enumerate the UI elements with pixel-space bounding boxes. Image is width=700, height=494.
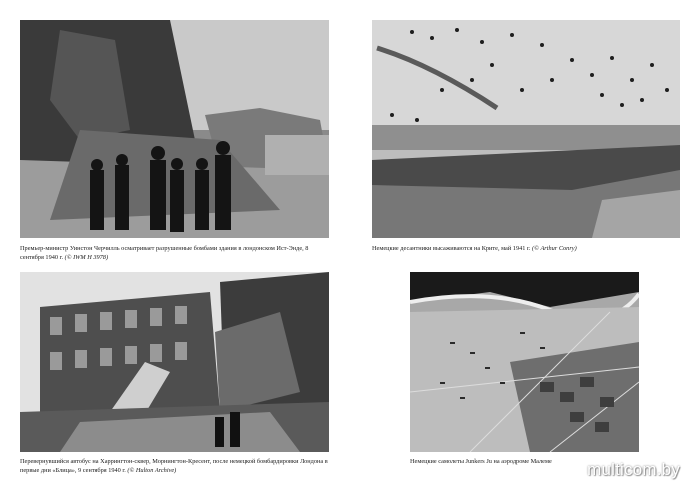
photo-crete-paratroopers bbox=[372, 20, 680, 238]
photo-overturned-bus bbox=[20, 272, 329, 452]
caption-maleme: Немецкие самолеты Junkers Ju на аэродроме Малеме bbox=[410, 458, 552, 465]
caption-churchill: Премьер-министр Уинстон Черчилль осматривает разрушенные бомбами здания в лондонском Ист-Энде, 8 сентября 1940 г. (© IWM H 3978) bbox=[20, 245, 309, 261]
photo-maleme-airfield bbox=[410, 272, 639, 452]
caption-bus: Перевернувшийся автобус на Харрингтон-сквер, Морнингтон-Кресент, после немецкой бомбардировки Лондона в первые дни «Блица», 9 сентября 1940 г. (© Hulton Archive) bbox=[20, 458, 328, 474]
photo-churchill-bomb-damage bbox=[20, 20, 329, 238]
watermark: multicom.by bbox=[587, 460, 680, 479]
caption-crete: Немецкие десантники высаживаются на Крите, май 1941 г. (© Arthur Conry) bbox=[372, 245, 577, 252]
